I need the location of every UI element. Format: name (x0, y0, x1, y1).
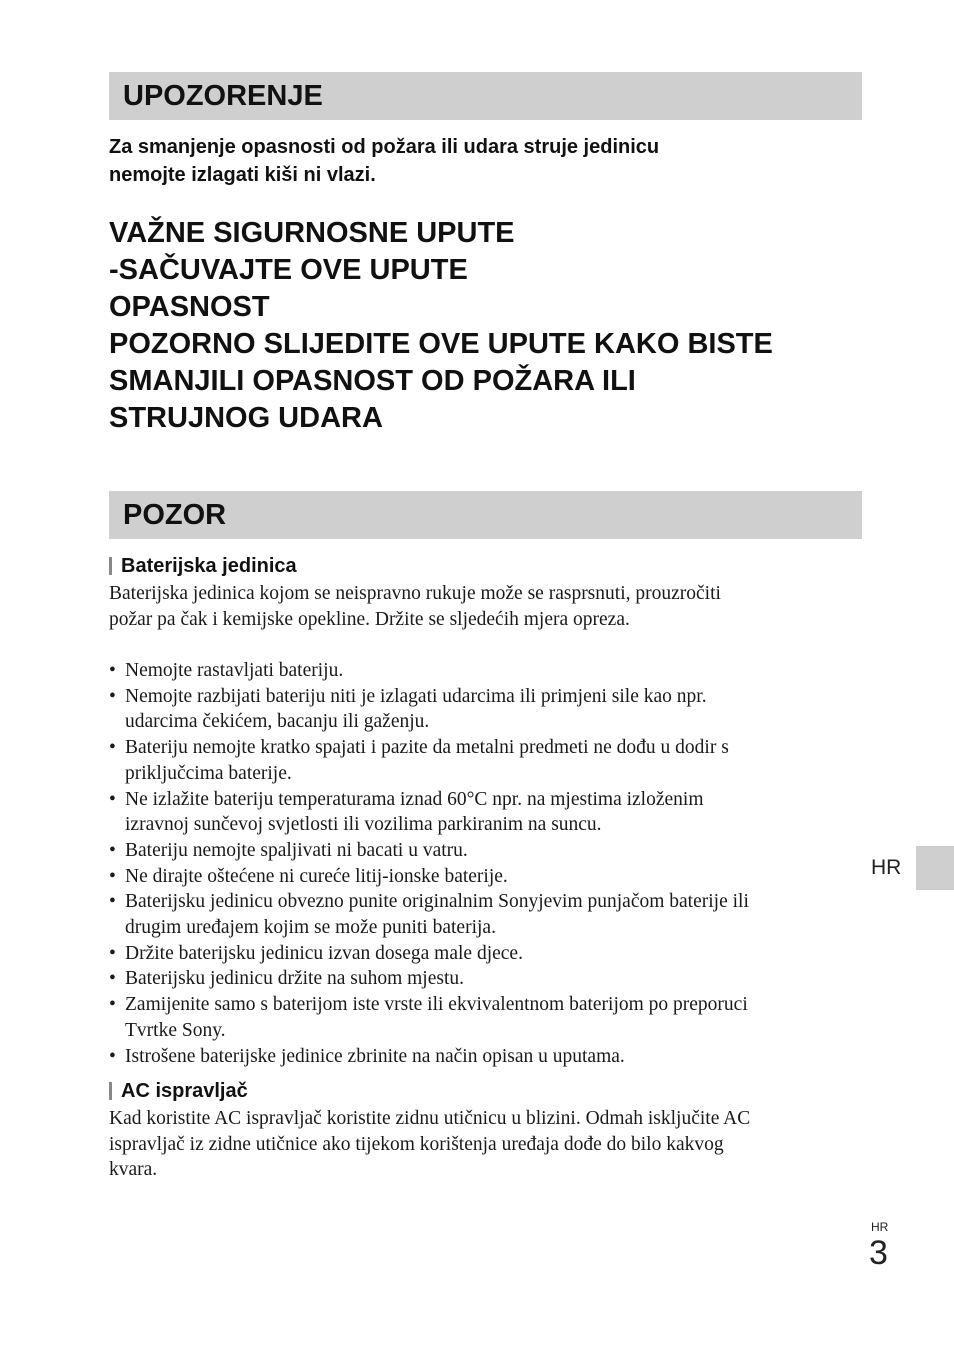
warning-text (109, 133, 849, 189)
language-tab-label: HR (871, 856, 902, 879)
list-item-line: Nemojte rastavljati bateriju. (125, 660, 344, 681)
bullet-symbol: • (109, 839, 116, 861)
bullet-symbol: • (109, 788, 116, 810)
battery-subheading (109, 553, 297, 579)
warning-heading: UPOZORENJE (109, 72, 862, 120)
bullet-symbol: • (109, 891, 116, 913)
list-item (109, 941, 854, 967)
list-item-line: Nemojte razbijati bateriju niti je izlagati udarcima ili primjeni sile kao npr. (125, 685, 707, 707)
ac-adapter-subheading (109, 1078, 248, 1104)
battery-intro-line: Baterijska jedinica kojom se neispravno rukuje može se rasprsnuti, prouzročiti (109, 583, 721, 604)
bullet-symbol: • (109, 994, 116, 1016)
safety-line: -SAČUVAJTE OVE UPUTE (109, 254, 468, 286)
ac-adapter-text-line: kvara. (109, 1159, 158, 1180)
list-item-line: Bateriju nemojte spaljivati ni bacati u vatru. (125, 839, 468, 861)
list-item-line: udarcima čekićem, bacanju ili gaženju. (125, 711, 430, 733)
bullet-symbol: • (109, 865, 116, 887)
list-item (109, 838, 854, 864)
list-item-line: Baterijsku jedinicu obvezno punite originalnim Sonyjevim punjačom baterije ili (125, 891, 749, 913)
language-tab (916, 846, 954, 890)
footer-language: HR (871, 1220, 889, 1234)
ac-adapter-text (109, 1106, 854, 1183)
ac-adapter-subheading-label: AC ispravljač (121, 1080, 248, 1102)
list-item-line: Zamijenite samo s baterijom iste vrste ili ekvivalentnom baterijom po preporuci (125, 994, 748, 1016)
ac-adapter-text-line: ispravljač iz zidne utičnice ako tijekom korištenja uređaja dođe do bilo kakvog (109, 1133, 724, 1155)
battery-subheading-label: Baterijska jedinica (121, 555, 297, 577)
list-item (109, 787, 854, 838)
list-item (109, 864, 854, 890)
list-item-line: izravnoj sunčevoj svjetlosti ili vozilima parkiranim na suncu. (125, 814, 602, 836)
safety-line: SMANJILI OPASNOST OD POŽARA ILI (109, 365, 636, 397)
bullet-symbol: • (109, 737, 116, 759)
bullet-symbol: • (109, 660, 116, 681)
list-item-line: Tvrtke Sony. (125, 1019, 226, 1041)
subheading-marker (109, 1082, 112, 1100)
bullet-symbol: • (109, 968, 116, 990)
list-item-line: Držite baterijsku jedinicu izvan dosega male djece. (125, 942, 523, 964)
list-item-line: Ne dirajte oštećene ni cureće litij-ionske baterije. (125, 865, 508, 887)
caution-heading: POZOR (109, 491, 862, 539)
list-item-line: Ne izlažite bateriju temperaturama iznad 60°C npr. na mjestima izloženim (125, 788, 704, 810)
battery-precautions-list (109, 658, 854, 1069)
subheading-marker (109, 557, 112, 575)
list-item-line: Istrošene baterijske jedinice zbrinite na način opisan u uputama. (125, 1045, 625, 1067)
safety-line: STRUJNOG UDARA (109, 402, 383, 434)
list-item (109, 1044, 854, 1070)
warning-text-line: nemojte izlagati kiši ni vlazi. (109, 164, 376, 186)
list-item-line: Bateriju nemojte kratko spajati i pazite da metalni predmeti ne dođu u dodir s (125, 737, 729, 759)
list-item-line: priključcima baterije. (125, 762, 292, 784)
ac-adapter-text-line: Kad koristite AC ispravljač koristite zidnu utičnicu u blizini. Odmah isključite AC (109, 1108, 751, 1129)
safety-line: POZORNO SLIJEDITE OVE UPUTE KAKO BISTE (109, 328, 773, 360)
list-item (109, 966, 854, 992)
bullet-symbol: • (109, 1045, 116, 1067)
list-item (109, 684, 854, 735)
list-item (109, 992, 854, 1043)
safety-instructions-heading (109, 215, 869, 437)
warning-text-line: Za smanjenje opasnosti od požara ili udara struje jedinicu (109, 136, 660, 158)
battery-intro (109, 581, 854, 632)
list-item (109, 889, 854, 940)
battery-intro-line: požar pa čak i kemijske opekline. Držite se sljedećih mjera opreza. (109, 608, 630, 630)
list-item (109, 735, 854, 786)
page-number: 3 (869, 1234, 888, 1272)
list-item-line: drugim uređajem kojim se može puniti baterija. (125, 917, 496, 939)
list-item (109, 658, 854, 684)
bullet-symbol: • (109, 685, 116, 707)
list-item-line: Baterijsku jedinicu držite na suhom mjestu. (125, 968, 465, 990)
bullet-symbol: • (109, 942, 116, 964)
safety-line: OPASNOST (109, 291, 270, 323)
safety-line: VAŽNE SIGURNOSNE UPUTE (109, 217, 515, 249)
